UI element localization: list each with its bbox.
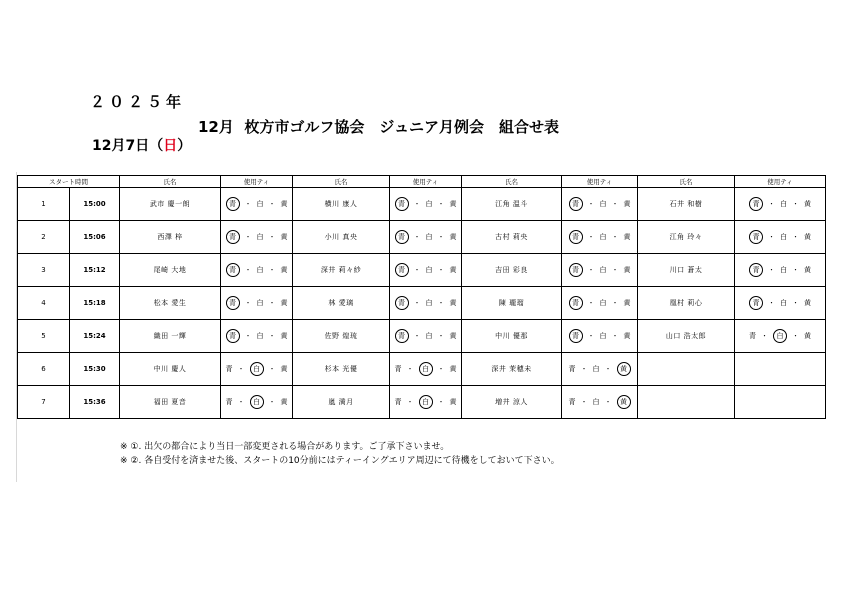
tee-options: [395, 197, 457, 211]
tee-separator: ・: [580, 398, 588, 406]
tee-options: [569, 362, 631, 376]
tee-separator: ・: [768, 200, 775, 208]
player-name: 江角 玲々: [638, 221, 735, 254]
tee-separator: ・: [413, 332, 421, 340]
tee-separator: ・: [413, 200, 421, 208]
tee-selected: 青: [395, 197, 409, 211]
tee-option: 黄: [623, 299, 631, 307]
start-time: 15:30: [70, 353, 120, 386]
page-title: 12月 枚方市ゴルフ協会 ジュニア月例会 組合せ表: [198, 118, 560, 136]
tee-separator: ・: [268, 233, 276, 241]
start-time: 15:36: [70, 386, 120, 419]
tee-separator: ・: [768, 266, 775, 274]
tee-options: [749, 263, 811, 277]
tee-separator: ・: [268, 266, 276, 274]
tee-separator: ・: [587, 332, 595, 340]
tee-separator: ・: [611, 233, 619, 241]
tee-separator: ・: [437, 299, 445, 307]
tee-option: 黄: [280, 266, 288, 274]
table-row: [18, 287, 826, 320]
tee-separator: ・: [268, 398, 276, 406]
tee-option: 白: [599, 200, 607, 208]
tee-selected: 青: [569, 230, 583, 244]
player-name: 山口 浩太郎: [638, 320, 735, 353]
tee-option: 黄: [449, 200, 457, 208]
tee-separator: ・: [587, 299, 595, 307]
start-time: 15:12: [70, 254, 120, 287]
tee-separator: ・: [406, 398, 414, 406]
tee-options: [749, 230, 811, 244]
tee-separator: ・: [244, 299, 252, 307]
player-name: 陳 瓏瑠: [462, 287, 562, 320]
player-name: 川口 蒼太: [638, 254, 735, 287]
tee-selected: 黄: [617, 395, 631, 409]
tee-separator: ・: [237, 398, 245, 406]
start-time: 15:06: [70, 221, 120, 254]
tee-separator: ・: [413, 266, 421, 274]
tee-selected: 青: [226, 263, 240, 277]
player-name: 武市 慶一朗: [120, 188, 221, 221]
player-name: 深井 茉穂未: [462, 353, 562, 386]
tee-options: [569, 263, 631, 277]
tee-selected: 青: [569, 197, 583, 211]
tee-separator: ・: [268, 332, 276, 340]
group-number: 3: [18, 254, 70, 287]
table-row: [18, 320, 826, 353]
year-heading: ２０２５年: [90, 93, 186, 111]
tee-option: 白: [599, 266, 607, 274]
tee-options: [569, 329, 631, 343]
start-time: 15:24: [70, 320, 120, 353]
tee-options: [226, 230, 288, 244]
group-number: 7: [18, 386, 70, 419]
tee-separator: ・: [413, 299, 421, 307]
tee-selected: 青: [569, 263, 583, 277]
group-number: 6: [18, 353, 70, 386]
tee-option: 白: [592, 398, 600, 406]
tee-selected: 白: [773, 329, 787, 343]
player-name: 中川 優那: [462, 320, 562, 353]
player-name: 古村 莉央: [462, 221, 562, 254]
tee-separator: ・: [611, 332, 619, 340]
tee-selected: 青: [395, 329, 409, 343]
tee-options: [226, 296, 288, 310]
tee-separator: ・: [611, 200, 619, 208]
tee-separator: ・: [437, 200, 445, 208]
tee-separator: ・: [587, 266, 595, 274]
tee-separator: ・: [437, 266, 445, 274]
player-name: 小川 真央: [293, 221, 390, 254]
note-1: ※ ①. 出欠の都合により当日一部変更される場合があります。ご了承下さいませ。: [120, 442, 450, 452]
tee-selection: [390, 386, 462, 419]
player-name: 中川 慶人: [120, 353, 221, 386]
player-name: 凰村 莉心: [638, 287, 735, 320]
tee-selection: [562, 320, 638, 353]
tee-selected: 白: [250, 395, 264, 409]
tee-selection: [221, 221, 293, 254]
tee-selection: [562, 188, 638, 221]
tee-options: [395, 263, 457, 277]
notes: [120, 440, 560, 468]
header-tee: 使用ティ: [562, 176, 638, 188]
tee-option: 黄: [623, 266, 631, 274]
tee-option: 白: [780, 233, 787, 241]
tee-option: 白: [256, 200, 264, 208]
player-name: [638, 386, 735, 419]
tee-selected: 青: [749, 263, 763, 277]
player-name: 江角 温斗: [462, 188, 562, 221]
tee-selected: 青: [569, 329, 583, 343]
header-start-time: スタート時間: [18, 176, 120, 188]
tee-option: 黄: [280, 299, 288, 307]
tee-selection: [221, 287, 293, 320]
header-name: 氏名: [638, 176, 735, 188]
tee-options: [569, 296, 631, 310]
tee-options: [226, 197, 288, 211]
table-row: [18, 386, 826, 419]
tee-separator: ・: [768, 299, 775, 307]
tee-options: [226, 329, 288, 343]
tee-separator: ・: [587, 233, 595, 241]
table-body: [18, 188, 826, 419]
tee-selection: [735, 320, 826, 353]
tee-separator: ・: [437, 233, 445, 241]
player-name: 杉本 光優: [293, 353, 390, 386]
tee-selection: [562, 254, 638, 287]
tee-separator: ・: [611, 266, 619, 274]
tee-selection: [390, 221, 462, 254]
tee-options: [749, 296, 811, 310]
tee-options: [395, 395, 457, 409]
tee-selected: 青: [395, 296, 409, 310]
tee-selected: 青: [749, 230, 763, 244]
tee-selection: [390, 287, 462, 320]
tee-separator: ・: [792, 266, 799, 274]
tee-separator: ・: [792, 299, 799, 307]
tee-option: 白: [425, 266, 433, 274]
tee-separator: ・: [237, 365, 245, 373]
tee-selected: 白: [250, 362, 264, 376]
tee-selection: [735, 254, 826, 287]
tee-option: 青: [225, 365, 233, 373]
tee-selected: 白: [419, 362, 433, 376]
group-number: 5: [18, 320, 70, 353]
tee-option: 黄: [280, 398, 288, 406]
header-name: 氏名: [462, 176, 562, 188]
header-tee: 使用ティ: [390, 176, 462, 188]
tee-option: 黄: [449, 365, 457, 373]
player-name: 石井 和樹: [638, 188, 735, 221]
tee-option: 白: [592, 365, 600, 373]
tee-options: [226, 263, 288, 277]
tee-selection: [562, 221, 638, 254]
tee-option: 白: [256, 266, 264, 274]
tee-selected: 白: [419, 395, 433, 409]
group-number: 4: [18, 287, 70, 320]
player-name: 織田 一輝: [120, 320, 221, 353]
tee-separator: ・: [768, 233, 775, 241]
tee-selected: 青: [226, 329, 240, 343]
tee-option: 黄: [623, 200, 631, 208]
player-name: 深井 莉々紗: [293, 254, 390, 287]
tee-selection: [390, 353, 462, 386]
tee-option: 白: [256, 332, 264, 340]
tee-selected: 青: [749, 197, 763, 211]
note-2: ※ ②. 各自受付を済ませた後、スタートの10分前にはティーイングエリア周辺にて待機をしておいて下さい。: [120, 456, 560, 466]
tee-selected: 青: [395, 263, 409, 277]
tee-option: 白: [425, 233, 433, 241]
tee-separator: ・: [604, 398, 612, 406]
group-number: 1: [18, 188, 70, 221]
tee-separator: ・: [437, 398, 445, 406]
tee-option: 白: [425, 332, 433, 340]
tee-selection: [562, 386, 638, 419]
tee-options: [395, 296, 457, 310]
tee-option: 白: [425, 200, 433, 208]
player-name: 西澤 梓: [120, 221, 221, 254]
tee-options: [395, 362, 457, 376]
tee-separator: ・: [792, 233, 799, 241]
tee-option: 黄: [280, 332, 288, 340]
tee-option: 白: [256, 299, 264, 307]
tee-selected: 青: [569, 296, 583, 310]
tee-separator: ・: [268, 299, 276, 307]
tee-separator: ・: [587, 200, 595, 208]
player-name: 林 愛璃: [293, 287, 390, 320]
tee-options: [569, 197, 631, 211]
tee-option: 黄: [280, 233, 288, 241]
date-close: ）: [177, 138, 192, 154]
tee-option: 黄: [804, 332, 811, 340]
tee-selection: [221, 188, 293, 221]
table-row: [18, 221, 826, 254]
tee-selected: 青: [395, 230, 409, 244]
tee-separator: ・: [792, 332, 799, 340]
tee-option: 青: [394, 365, 402, 373]
player-name: 増井 涼人: [462, 386, 562, 419]
player-name: [638, 353, 735, 386]
date-text: 12月7日（: [92, 138, 164, 154]
tee-options: [569, 230, 631, 244]
tee-selected: 青: [226, 230, 240, 244]
table-row: [18, 188, 826, 221]
tee-option: 黄: [804, 299, 811, 307]
player-name: 福田 夏音: [120, 386, 221, 419]
date-weekday: 日: [163, 138, 178, 154]
tee-option: 白: [599, 233, 607, 241]
tee-options: [749, 197, 811, 211]
tee-selection: [221, 353, 293, 386]
tee-selection: [221, 320, 293, 353]
tee-option: 白: [256, 233, 264, 241]
tee-selection: [221, 254, 293, 287]
tee-separator: ・: [604, 365, 612, 373]
tee-separator: ・: [244, 233, 252, 241]
tee-selection: [562, 287, 638, 320]
tee-option: 青: [568, 365, 576, 373]
tee-option: 黄: [449, 398, 457, 406]
tee-option: 黄: [449, 233, 457, 241]
tee-selected: 青: [749, 296, 763, 310]
tee-selection: [390, 320, 462, 353]
tee-separator: ・: [761, 332, 768, 340]
player-name: 松本 愛生: [120, 287, 221, 320]
tee-separator: ・: [268, 365, 276, 373]
tee-separator: ・: [268, 200, 276, 208]
tee-selected: 黄: [617, 362, 631, 376]
tee-option: 白: [599, 332, 607, 340]
tee-option: 黄: [804, 266, 811, 274]
tee-option: 白: [780, 299, 787, 307]
tee-separator: ・: [437, 332, 445, 340]
tee-selection: [221, 386, 293, 419]
tee-option: 青: [225, 398, 233, 406]
tee-options: [395, 329, 457, 343]
tee-option: 黄: [449, 299, 457, 307]
tee-separator: ・: [792, 200, 799, 208]
tee-option: 黄: [804, 233, 811, 241]
tee-selected: 青: [226, 296, 240, 310]
player-name: 横川 康人: [293, 188, 390, 221]
tee-separator: ・: [406, 365, 414, 373]
tee-selection: [735, 287, 826, 320]
start-time: 15:00: [70, 188, 120, 221]
tee-option: 黄: [280, 200, 288, 208]
start-time: 15:18: [70, 287, 120, 320]
tee-option: 黄: [623, 332, 631, 340]
tee-selection: [735, 188, 826, 221]
tee-option: 黄: [449, 332, 457, 340]
tee-selected: 青: [226, 197, 240, 211]
tee-option: 黄: [449, 266, 457, 274]
tee-option: 白: [780, 266, 787, 274]
tee-separator: ・: [580, 365, 588, 373]
tee-selection: [735, 353, 826, 386]
tee-option: 青: [749, 332, 756, 340]
table-row: [18, 353, 826, 386]
tee-selection: [735, 386, 826, 419]
tee-option: 白: [780, 200, 787, 208]
header-name: 氏名: [120, 176, 221, 188]
tee-selection: [390, 188, 462, 221]
tee-options: [395, 230, 457, 244]
tee-separator: ・: [244, 200, 252, 208]
tee-option: 黄: [623, 233, 631, 241]
player-name: 佐野 煌琉: [293, 320, 390, 353]
tee-option: 黄: [280, 365, 288, 373]
tee-options: [569, 395, 631, 409]
tee-option: 白: [425, 299, 433, 307]
tee-options: [226, 395, 288, 409]
tee-selection: [562, 353, 638, 386]
tee-separator: ・: [244, 332, 252, 340]
table-header-row: [18, 176, 826, 188]
player-name: 嵐 満月: [293, 386, 390, 419]
tee-selection: [390, 254, 462, 287]
header-tee: 使用ティ: [221, 176, 293, 188]
tee-option: 青: [394, 398, 402, 406]
tee-separator: ・: [611, 299, 619, 307]
tee-options: [226, 362, 288, 376]
header-tee: 使用ティ: [735, 176, 826, 188]
tee-options: [749, 329, 811, 343]
tee-option: 白: [599, 299, 607, 307]
pairing-table: [17, 175, 826, 419]
header-name: 氏名: [293, 176, 390, 188]
player-name: 尾崎 大地: [120, 254, 221, 287]
group-number: 2: [18, 221, 70, 254]
tee-separator: ・: [437, 365, 445, 373]
tee-option: 黄: [804, 200, 811, 208]
player-name: 吉田 彩良: [462, 254, 562, 287]
tee-separator: ・: [244, 266, 252, 274]
event-date: [92, 135, 191, 155]
tee-separator: ・: [413, 233, 421, 241]
tee-option: 青: [568, 398, 576, 406]
tee-selection: [735, 221, 826, 254]
table-row: [18, 254, 826, 287]
